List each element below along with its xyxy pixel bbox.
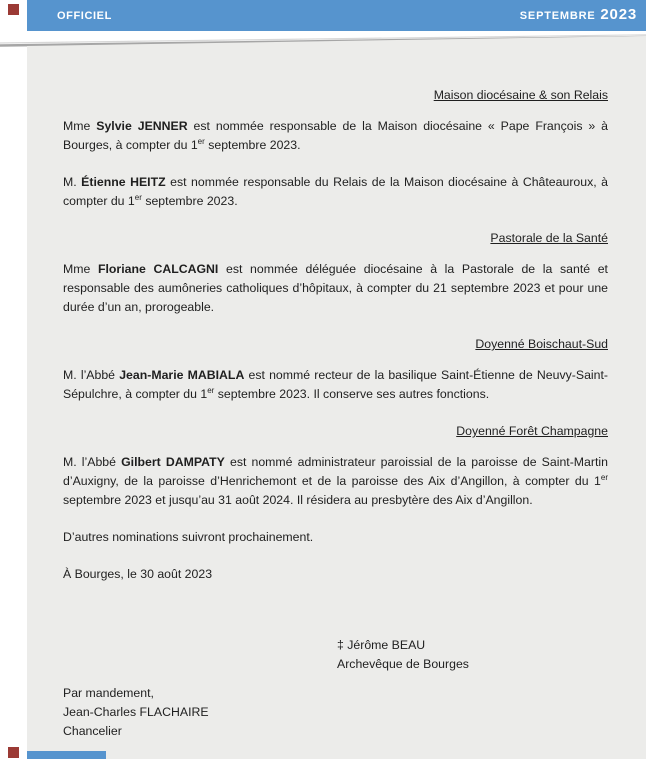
section-heading-pastorale-sante: Pastorale de la Santé	[490, 231, 608, 245]
paragraph-autres-nominations: D’autres nominations suivront prochainement.	[63, 530, 314, 544]
signature-title: Archevêque de Bourges	[337, 657, 469, 671]
paragraph-mabiala: M. l’Abbé Jean-Marie MABIALA est nommé recteur de la basilique Saint-Étienne de Neuvy-Saint-Sépulchre, à compter du 1er septembre 2023. Il conserve ses autres fonctions.	[63, 368, 608, 401]
paragraph-calcagni: Mme Floriane CALCAGNI est nommée déléguée diocésaine à la Pastorale de la santé et responsable des aumôneries catholiques d’hôpitaux, à compter du 21 septembre 2023 et pour une durée d’un an, prorogeable.	[63, 262, 608, 314]
mandement-title: Chancelier	[63, 724, 122, 738]
document-body	[63, 86, 608, 741]
mandement-block	[63, 684, 608, 741]
banner-title: officiel	[57, 6, 112, 23]
footer-band-partial	[27, 751, 106, 759]
red-accent-square-bottom	[8, 747, 19, 758]
signature-name: ‡ Jérôme BEAU	[337, 638, 426, 652]
paragraph-date-lieu: À Bourges, le 30 août 2023	[63, 567, 213, 581]
paragraph-dampaty: M. l’Abbé Gilbert DAMPATY est nommé administrateur paroissial de la paroisse de Saint-Martin d’Auxigny, de la paroisse d’Henrichemont et de la paroisse des Aix d’Angillon, à compter du 1er septembre 2023 et jusqu’au 31 août 2024. Il résidera au presbytère des Aix d’Angillon.	[63, 455, 608, 507]
paragraph-jenner: Mme Sylvie JENNER est nommée responsable de la Maison diocésaine « Pape François » à Bourges, à compter du 1er septembre 2023.	[63, 119, 608, 152]
mandement-intro: Par mandement,	[63, 686, 154, 700]
header-banner	[27, 0, 646, 31]
paragraph-heitz: M. Étienne HEITZ est nommée responsable du Relais de la Maison diocésaine à Châteauroux, à compter du 1er septembre 2023.	[63, 175, 609, 208]
section-heading-maison-diocesaine: Maison diocésaine & son Relais	[433, 88, 608, 102]
section-heading-doyenne-foret-champagne: Doyenné Forêt Champagne	[456, 424, 608, 438]
signature-block	[337, 636, 608, 674]
banner-date: septembre 2023	[519, 6, 637, 23]
section-heading-doyenne-boischaut-sud: Doyenné Boischaut-Sud	[475, 337, 608, 351]
mandement-name: Jean-Charles FLACHAIRE	[63, 705, 209, 719]
red-accent-square-top	[8, 4, 19, 15]
